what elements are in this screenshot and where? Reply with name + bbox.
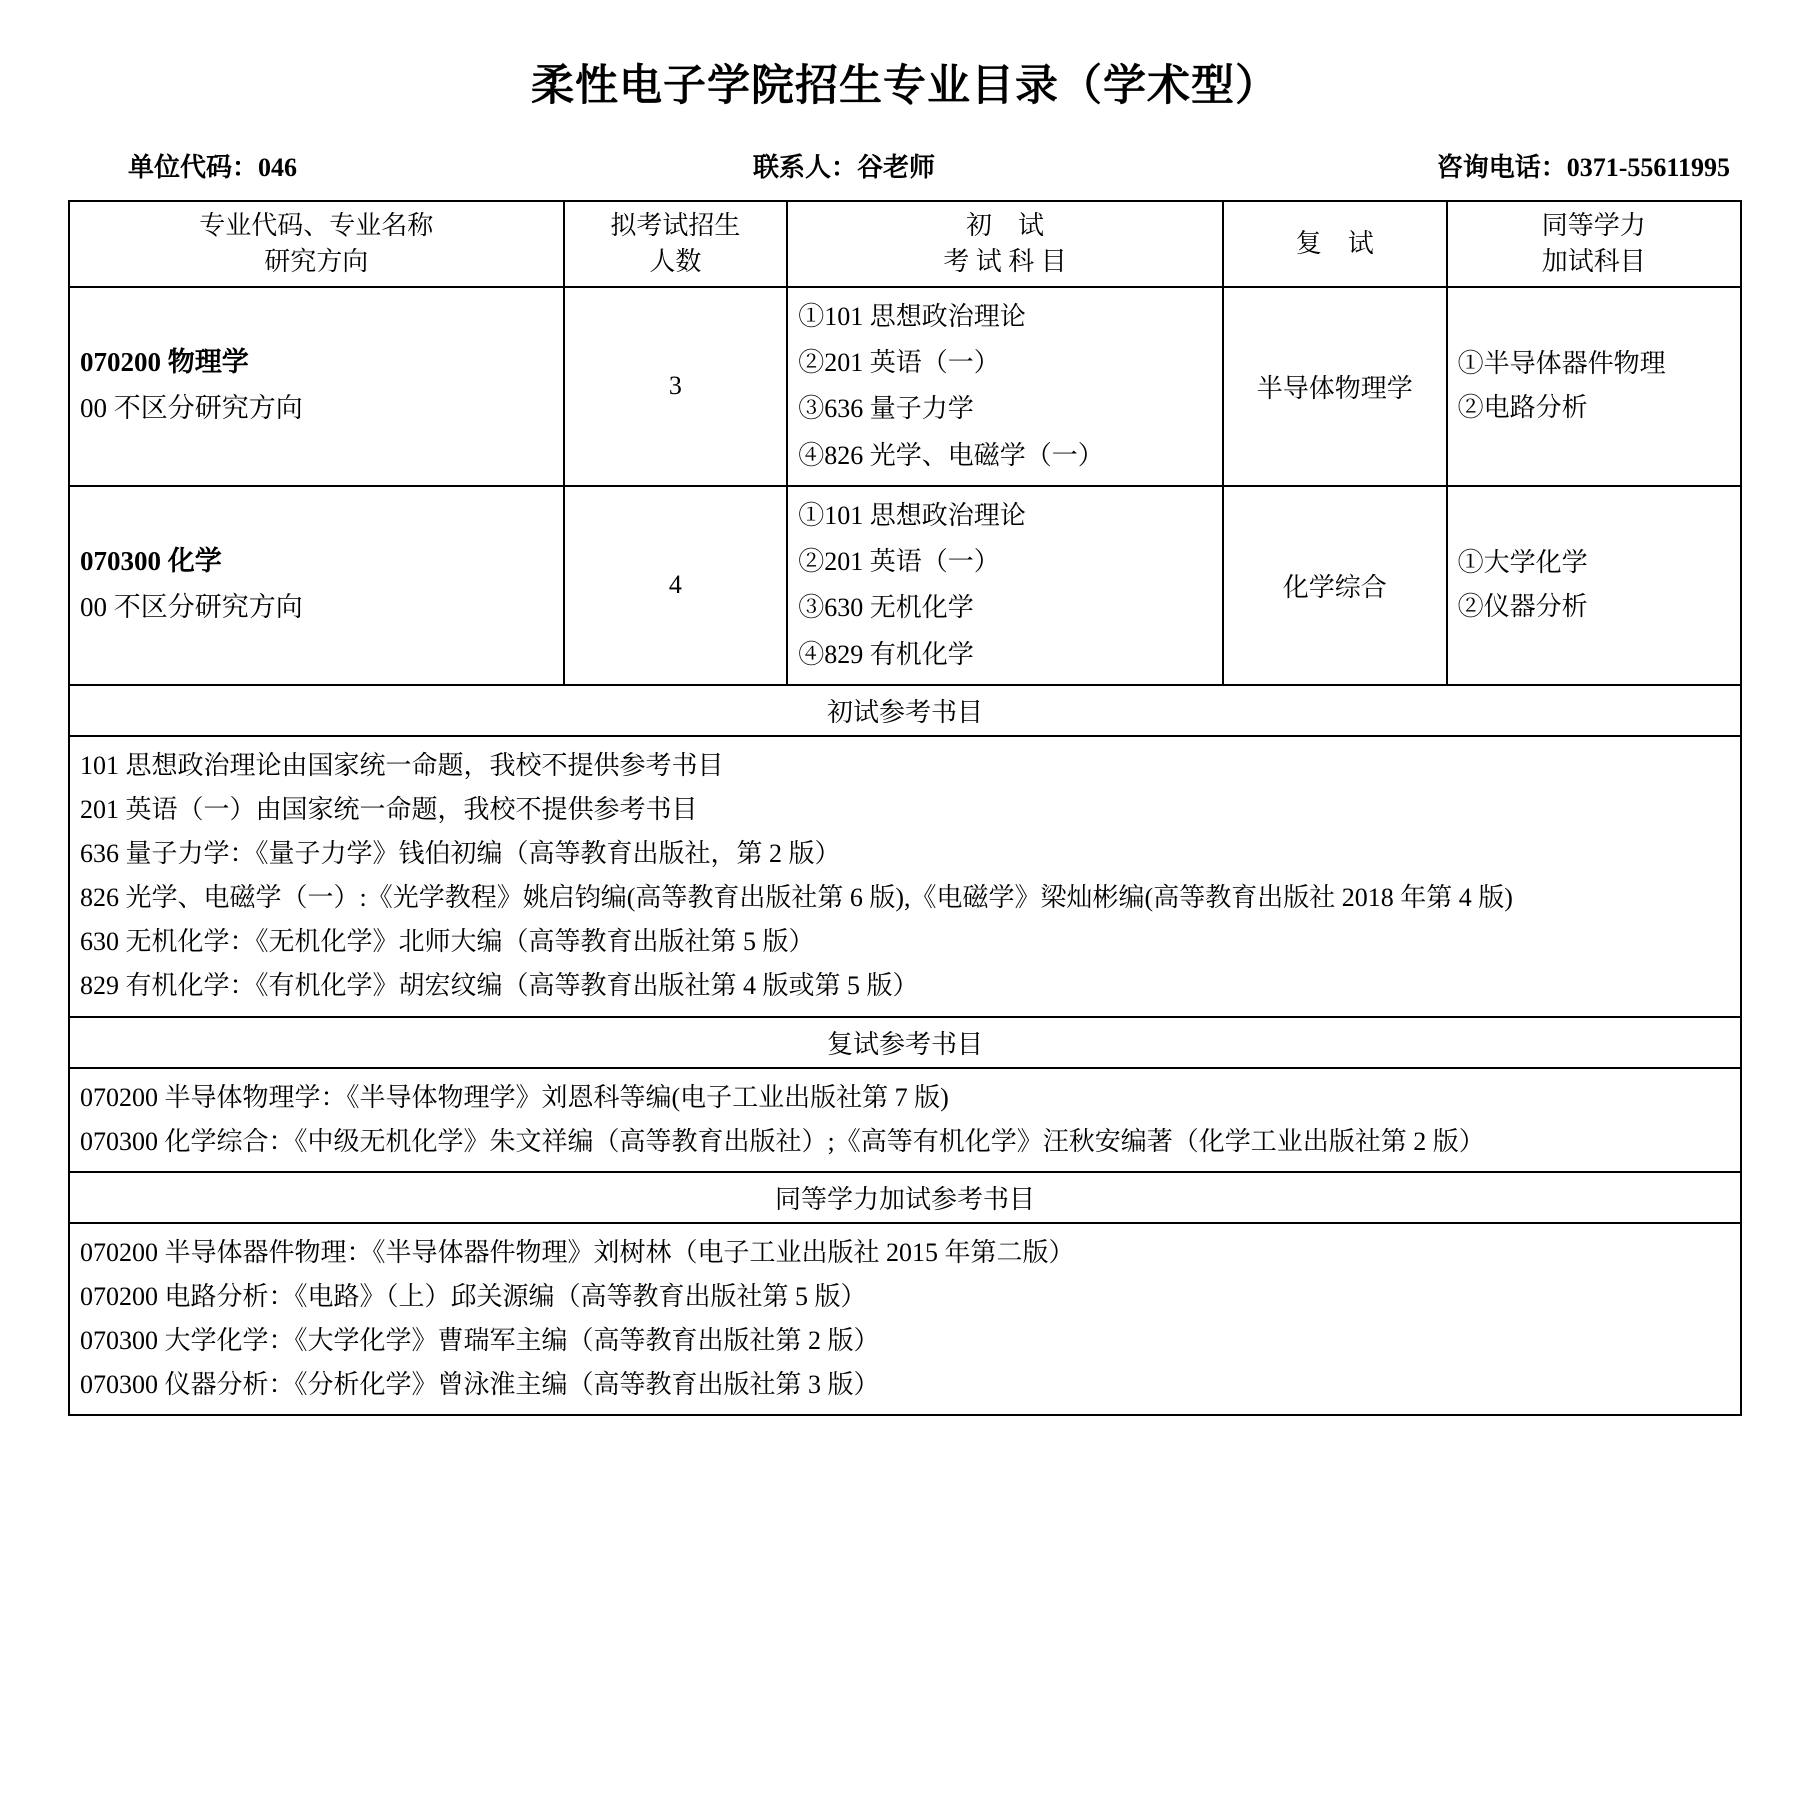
retest-subject: 化学综合 (1223, 486, 1447, 685)
header-count-line1: 拟考试招生 (610, 211, 741, 240)
program-count: 3 (564, 287, 788, 486)
unit-code: 单位代码：046 (128, 153, 298, 182)
header-program (69, 201, 564, 287)
extra-item: ①半导体器件物理 (1457, 348, 1666, 378)
subject-item: ④826 光学、电磁学（一） (798, 440, 1104, 470)
header-first-exam (787, 201, 1223, 287)
first-exam-bibliography (69, 736, 1741, 1017)
program-count: 4 (564, 486, 788, 685)
program-direction: 00 不区分研究方向 (80, 393, 303, 424)
extra-exam-subjects (1447, 287, 1741, 486)
biblio-line: 070300 仪器分析：《分析化学》曾泳淮主编（高等教育出版社第 3 版） (80, 1370, 880, 1400)
extra-bibliography (69, 1223, 1741, 1415)
biblio-line: 101 思想政治理论由国家统一命题，我校不提供参考书目 (80, 750, 724, 780)
biblio-line: 070200 电路分析：《电路》（上）邱关源编（高等教育出版社第 5 版） (80, 1281, 867, 1311)
program-name: 070300 化学 (80, 546, 222, 577)
header-count (564, 201, 788, 287)
header-retest-label: 复 试 (1295, 228, 1374, 258)
retest-subject: 半导体物理学 (1223, 287, 1447, 486)
section-heading-retest-books: 复试参考书目 (69, 1017, 1741, 1068)
header-first-exam-line1: 初 试 (966, 211, 1045, 240)
table-row (69, 486, 1741, 685)
section-heading-row (69, 685, 1741, 736)
program-cell (69, 287, 564, 486)
section-heading-row (69, 1172, 1741, 1223)
biblio-line: 070200 半导体物理学：《半导体物理学》刘恩科等编(电子工业出版社第 7 版) (80, 1082, 949, 1112)
subject-item: ②201 英语（一） (798, 348, 1000, 378)
header-program-line1: 专业代码、专业名称 (199, 211, 434, 240)
biblio-line: 070200 半导体器件物理：《半导体器件物理》刘树林（电子工业出版社 2015 年第二版） (80, 1237, 1075, 1267)
subject-item: ②201 英语（一） (798, 547, 1000, 577)
extra-exam-subjects (1447, 486, 1741, 685)
subject-item: ①101 思想政治理论 (798, 301, 1026, 331)
program-cell (69, 486, 564, 685)
header-extra-line1: 同等学力 (1541, 211, 1646, 240)
table-header-row (69, 201, 1741, 287)
section-heading-extra-books: 同等学力加试参考书目 (69, 1172, 1741, 1223)
header-retest (1223, 201, 1447, 287)
biblio-line: 829 有机化学：《有机化学》胡宏纹编（高等教育出版社第 4 版或第 5 版） (80, 971, 919, 1001)
extra-item: ②仪器分析 (1457, 592, 1588, 622)
section-body-row (69, 1223, 1741, 1415)
contact-phone: 咨询电话：0371-55611995 (1436, 153, 1730, 182)
document-meta (68, 147, 1742, 184)
contact-person: 联系人：谷老师 (752, 153, 935, 182)
header-first-exam-line2: 考 试 科 目 (943, 246, 1067, 276)
biblio-line: 636 量子力学：《量子力学》钱伯初编（高等教育出版社，第 2 版） (80, 839, 841, 869)
subject-item: ③630 无机化学 (798, 593, 974, 623)
extra-item: ②电路分析 (1457, 393, 1588, 423)
header-extra-exam (1447, 201, 1741, 287)
program-name: 070200 物理学 (80, 347, 249, 378)
admissions-table (68, 200, 1742, 1416)
subject-item: ④829 有机化学 (798, 639, 974, 669)
biblio-line: 070300 大学化学：《大学化学》曹瑞军主编（高等教育出版社第 2 版） (80, 1325, 880, 1355)
biblio-line: 201 英语（一）由国家统一命题，我校不提供参考书目 (80, 794, 698, 824)
page-title: 柔性电子学院招生专业目录（学术型） (531, 63, 1279, 110)
header-extra-line2: 加试科目 (1541, 246, 1646, 276)
subject-item: ③636 量子力学 (798, 394, 974, 424)
section-body-row (69, 736, 1741, 1017)
table-row (69, 287, 1741, 486)
first-exam-subjects (787, 486, 1223, 685)
section-body-row (69, 1068, 1741, 1172)
biblio-line: 070300 化学综合：《中级无机化学》朱文祥编（高等教育出版社）;《高等有机化学》汪秋安编著（化学工业出版社第 2 版） (80, 1126, 1485, 1156)
biblio-line: 826 光学、电磁学（一）:《光学教程》姚启钧编(高等教育出版社第 6 版),《电磁学》梁灿彬编(高等教育出版社 2018 年第 4 版) (80, 883, 1513, 913)
biblio-line: 630 无机化学：《无机化学》北师大编（高等教育出版社第 5 版） (80, 927, 815, 957)
subject-item: ①101 思想政治理论 (798, 500, 1026, 530)
header-program-line2: 研究方向 (264, 246, 369, 276)
program-direction: 00 不区分研究方向 (80, 592, 303, 623)
extra-item: ①大学化学 (1457, 547, 1588, 577)
header-count-line2: 人数 (649, 246, 702, 276)
retest-bibliography (69, 1068, 1741, 1172)
first-exam-subjects (787, 287, 1223, 486)
section-heading-row (69, 1017, 1741, 1068)
section-heading-first-exam-books: 初试参考书目 (69, 685, 1741, 736)
